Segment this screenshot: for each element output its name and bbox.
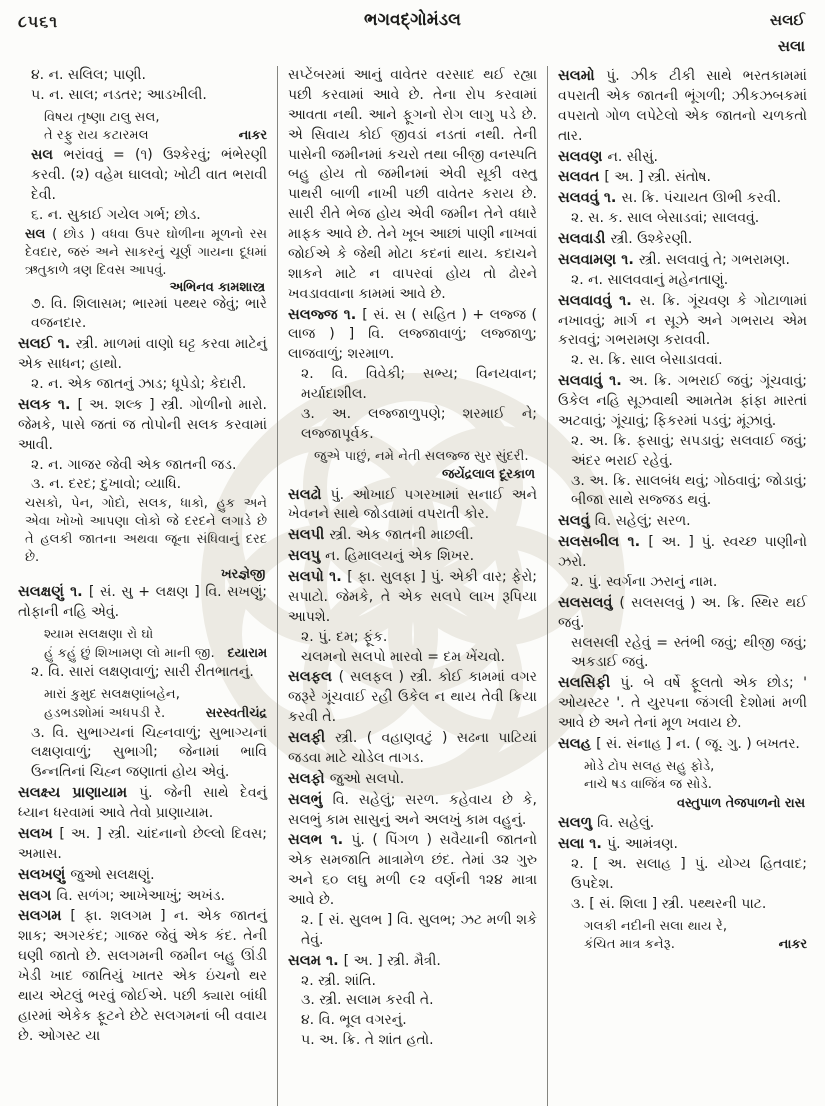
- verse-quote: [558, 758, 807, 814]
- quote-attribution: નાકર: [778, 937, 807, 953]
- verse-line: શ્યામ સલક્ષણા રો ઘો: [44, 626, 154, 642]
- sense-line: ૩. [ સં. શિલા ] સ્ત્રી. પથ્થરની પાટ.: [571, 895, 767, 912]
- headword: સલસલવું: [558, 594, 620, 611]
- headword: સલઈ ૧.: [18, 336, 76, 353]
- verse-line: દયારામ હું કહું છું શિખામણ લો માની જી.: [44, 645, 267, 664]
- dictionary-entry: સલસલવું ( સલસલવું ) અ. ક્રિ. સ્થિર થઈ જવું.: [558, 594, 808, 631]
- headword: સલફી: [288, 730, 336, 747]
- sense-line: ૨. [ અ. સલાહ ] પું. યોગ્ય હિતવાદ; ઉપદેશ.: [571, 856, 807, 892]
- headword: સલવવું ૧.: [558, 190, 622, 207]
- headword: સલઢો: [288, 486, 331, 503]
- sense-line: ૨. સ. ક્રિ. સાલ બેસાડાવવાં.: [571, 352, 723, 369]
- sense-line: ૨. ન. સાલવવાનું મહેનતાણું.: [571, 271, 729, 288]
- page-title: ભગવદ્ગોમંડલ: [364, 10, 461, 30]
- dictionary-entry: સલઢો પું. ઓખાઈ પગરખામાં સનાઈ અને ખેવનને સાથે જોડવામાં વપરાતી કોર.: [288, 486, 537, 523]
- verse-line: મોડે ટોપ સલહ સહુ ફોડે,: [584, 758, 715, 774]
- headword: સલફો: [288, 770, 330, 787]
- dictionary-entry: સલજ્જ ૧. [ સં. સ ( સહિત ) + લજ્જ ( લાજ ) ] વિ. લજ્જાવાળું; લજ્જાળુ; લાજવાળું; શરમાળ.: [288, 306, 537, 363]
- headword: સલવાવું ૧.: [558, 373, 629, 390]
- headword: સલ: [25, 226, 53, 242]
- verse-line: વિષય તૃષ્ણા ટાલુ સલ,: [44, 109, 160, 125]
- sense-line: ૫. અ. ક્રિ. તે શાંત હતો.: [301, 1032, 434, 1049]
- dictionary-entry: સલખણું જુઓ સલક્ષણું.: [18, 866, 155, 883]
- verse-quote: [18, 686, 267, 723]
- column-1: [8, 66, 277, 1106]
- dictionary-entry: સલવાવવું ૧. સ. ક્રિ. ગૂંચવણ કે ગોટાળામાં નખાવવું; માર્ગ ન સૂઝે અને ગભરાય એમ કરાવવું; ગભરામણ કરાવવી.: [558, 292, 807, 349]
- sense-line: ૪. ન. સલિલ; પાણી.: [31, 67, 146, 83]
- dictionary-entry: સલભું વિ. સહેલું; સરળ. કહેવાય છે કે, સલભું કામ સાસુનું અને અલખું કામ વહુનું.: [288, 791, 537, 828]
- quote-attribution: નાકર: [238, 128, 267, 144]
- headword: સલગમ: [18, 908, 71, 925]
- dictionary-entry: સલફલ ( સલફલ ) સ્ત્રી. કોઈ કામમાં વગર જરૂરે ગૂંચવાઈ રહી ઉકેલ ન થાય તેવી ક્રિયા કરવી તે.: [288, 669, 537, 726]
- guide-word-bottom: સલા: [777, 36, 805, 55]
- idiom-line: ચલમનો સલપો મારવો = દમ ખેંચવો.: [301, 648, 505, 665]
- headword: સલવાડી: [558, 231, 611, 247]
- verse-quote: [18, 109, 267, 146]
- dictionary-entry: સલમો પું. ઝીક ટીકી સાથે ભરતકામમાં વપરાતી એક જાતની ભૂંગળી; ઝીકઝબકમાં વપરાતો ગોળ લપેટેલો એક જાતનો ચળકતો તાર.: [558, 68, 807, 144]
- headword: સલક્ષ્ય પ્રાણાયામ: [18, 785, 140, 802]
- verse-quote: [18, 626, 267, 663]
- idiom-line: સલ ભરાંવવું = (૧) ઉશ્કેરવું; ભંભેરણી કરવી. (૨) વહેમ ઘાલવો; ખોટી વાત ભરાવી દેવી.: [31, 147, 267, 203]
- quote-attribution: જયેંદ્રલાલ દૂરકાળ: [441, 467, 535, 483]
- headword: સલક્ષણું ૧.: [18, 584, 89, 601]
- verse-line: નાચે ષડ વાજિંત્ર જ સોડે.: [584, 777, 712, 793]
- sense-line: ૨. અ. ક્રિ. ફસાવું; સપડાવું; સલવાઈ જવું; અંદર ભરાઈ રહેવું.: [571, 432, 807, 469]
- sense-line: ૨. પું. દમ; ફૂંક.: [301, 628, 388, 645]
- sense-line: ૩. અ. લજ્જાળુપણે; શરમાઈ ને; લજ્જાપૂર્વક.: [301, 405, 537, 442]
- sense-line: ૨. પું. સ્વર્ગના ઝરાનું નામ.: [571, 573, 718, 590]
- dictionary-entry: સલવત [ અ. ] સ્ત્રી. સંતોષ.: [558, 169, 711, 186]
- dictionary-entry: સલક્ષ્ય પ્રાણાયામ પું. જેની સાથે દેવનું ધ્યાન ધરવામાં આવે તેવો પ્રાણાયામ.: [18, 785, 267, 822]
- headword: સલપુ: [288, 548, 326, 565]
- dictionary-entry: સલવાવું ૧. અ. ક્રિ. ગભરાઈ જવું; ગૂંચવાવું; ઉકેલ નહિ સૂઝવાથી આમતેમ ફાંફા મારતાં અટવાવું; ગૂંચાવું; ફિકરમાં પડવું; મૂંઝાવું.: [558, 373, 807, 429]
- headword: સલસબીલ ૧.: [558, 534, 649, 551]
- headword: સલવું: [558, 513, 595, 530]
- dictionary-entry: સલગ વિ. સળંગ; આખેઆખું; અખંડ.: [18, 887, 225, 904]
- dictionary-entry: સલા ૧. પું. આમંત્રણ.: [558, 836, 678, 853]
- sense-line: ૨. ન. એક જાતનું ઝાડ; ધૂપેડો; કેદારી.: [31, 376, 247, 393]
- sense-line: ૩. સ્ત્રી. સલામ કરવી તે.: [301, 992, 434, 1009]
- verse-line: સરસ્વતીચંદ્ર હડભડશોમાં અધપડી રે.: [44, 705, 267, 724]
- sense-line: ૫. ન. સાલ; નડતર; આડખીલી.: [31, 86, 207, 103]
- dictionary-entry: સલગમ [ ફા. શલગમ ] ન. એક જાતનું શાક; અગરકંદ; ગાજર જેવું એક કંદ. તેની ઘણી જાતો છે. સલગમની જમીન બહુ ઊંડી ખેડી ખાદ જાતિયું ખાતર એક ઇંચનો થર થાય એટલું ભરવું જોઈએ. પછી ક્યારા બાંધી હારમાં એકેક ફૂટને છેટે સલગમનાં બી વવાય છે. ઓગસ્ટ યા: [18, 908, 267, 1044]
- headword: સલપી: [288, 527, 330, 544]
- dictionary-entry: સલસિફી પું. બે વર્ષે ફૂલતો એક છોડ; ' ઓયસ્ટર '. તે યુરપના જંગલી દેશોમાં મળી આવે છે અને તેનાં મૂળ ખવાય છે.: [558, 675, 807, 731]
- headword: સલજ્જ ૧.: [288, 306, 363, 323]
- headword: સલમ ૧.: [288, 952, 344, 969]
- headword: સલા ૧.: [558, 836, 607, 853]
- column-3: [547, 66, 817, 1106]
- verse-quote: [558, 918, 807, 955]
- verse-line: ગલકી નદીની સલા થાય રે,: [584, 918, 728, 934]
- sense-line: ૭. વિ. શિલાસમ; ભારમાં પથ્થર જેવું; ભારે વજનદાર.: [31, 295, 267, 332]
- quote-attribution: દયારામ: [227, 645, 267, 661]
- dictionary-entry: સલફી સ્ત્રી. ( વહાણવટું ) સઢના પાટિયાં જડવા માટે ચોડેલ તાગડ.: [288, 730, 537, 766]
- headword: સલખ: [18, 825, 60, 842]
- guide-word-top: સલઈ: [769, 11, 805, 29]
- dictionary-entry: સલઈ ૧. સ્ત્રી. માળમાં વાણો ઘટ્ટ કરવા માટેનું એક સાધન; હાથો.: [18, 336, 267, 373]
- dictionary-entry: સલસબીલ ૧. [ અ. ] પું. સ્વચ્છ પાણીનો ઝરો.: [558, 534, 807, 570]
- sense-line: ૬. ન. સુકાઈ ગયેલ ગર્ભ; છોડ.: [31, 206, 201, 223]
- sense-line: ૨. વિ. વિવેકી; સભ્ય; વિનયવાન; મર્યાદાશીલ.: [301, 366, 537, 402]
- sense-line: ૨. ન. ગાજર જેવી એક જાતની જડ.: [31, 456, 237, 473]
- dictionary-entry: સલવણ ન. સીસું.: [558, 148, 658, 165]
- sense-line: ૩. વિ. સુભાગ્યનાં ચિહ્નવાળું; સુભાગ્યનાં લક્ષણવાળું; સુભાગી; જેનામાં ભાવિ ઉન્નતિનાં ચિહ્ન જણાતાં હોય એવું.: [31, 724, 267, 781]
- verse-line: મારાં કુમુદ સલક્ષણાંબહેન,: [44, 687, 180, 703]
- verse-line: નાકર કંચિત માત્ર કનેરૂ.: [584, 936, 807, 955]
- dictionary-entry: સલપુ ન. હિમાલયનું એક શિખર.: [288, 548, 475, 565]
- headword: સલળુ: [558, 815, 598, 832]
- sense-line: ૪. વિ. ભૂલ વગરનું.: [301, 1012, 407, 1029]
- headword: સલમો: [558, 68, 607, 84]
- headword: સલભ ૧.: [288, 832, 352, 849]
- verse-line: નાકર તે રફુ રાય કટારમલ: [44, 127, 267, 146]
- citation-attribution: અભિનવ કામશાસ્ત્ર: [169, 279, 265, 295]
- dictionary-entry: સલહ [ સં. સંનાહ ] ન. ( જૂ. ગુ. ) બખતર.: [558, 735, 800, 752]
- headword: સલસિફી: [558, 675, 621, 692]
- dictionary-entry: સલવામણ ૧. સ્ત્રી. સલવાવું તે; ગભરામણ.: [558, 251, 790, 268]
- column-2: [277, 66, 547, 1106]
- dictionary-entry: સલમ ૧. [ અ. ] સ્ત્રી. મૈત્રી.: [288, 952, 441, 969]
- sense-line: ૩. ન. દરદ; દુખાવો; વ્યાધિ.: [31, 476, 182, 493]
- sense-line: ૨. સ્ત્રી. શાંતિ.: [301, 972, 376, 989]
- sense-line: ૨. વિ. સારાં લક્ષણવાળું; સારી રીતભાતનું.: [31, 664, 254, 681]
- headword: સલવામણ ૧.: [558, 251, 639, 268]
- page-number: ૮૫૬૧: [18, 12, 59, 31]
- verse-quote: [288, 448, 537, 485]
- sense-line: ૨. સ. ક. સાલ બેસાડવાં; સાલવવું.: [571, 210, 760, 227]
- quote-attribution: સરસ્વતીચંદ્ર: [205, 705, 267, 721]
- headword: સલખણું: [18, 866, 71, 883]
- headword: સલહ: [558, 735, 597, 752]
- dictionary-entry: સલપી સ્ત્રી. એક જાતની માછલી.: [288, 527, 474, 544]
- dictionary-entry: સલપો ૧. [ ફા. સુલફા ] પું. એકી વાર; ફેરો; સપાટો. જેમકે, તે એક સલપે લાખ રૂપિયા આપશે.: [288, 569, 537, 625]
- headword: સલભું: [288, 791, 333, 808]
- dictionary-entry: સલક્ષણું ૧. [ સં. સુ + લક્ષણ ] વિ. સખણું; તોફાની નહિ એવું.: [18, 584, 267, 620]
- citation-note: ચસકો, પેન, ગોદો, સલક, ધાકો, હુક અને એવા ખોખો આપણા લોકો જે દરદને લગાડે છે તે હલકી જાતના અથવા જૂના સંધિવાનું દરદ છે.: [25, 496, 267, 566]
- continuation-paragraph: સપ્ટેંબરમાં આનું વાવેતર વરસાદ થઈ રહ્યા પછી કરવામાં આવે છે. તેના રોપ કરવામાં આવતા નથી. આને ફૂગનો રોગ લાગુ પડે છે. એ સિવાય કોઈ જીવડાં નડતાં નથી. તેની પાસેની જમીનમાં કચરો તથા બીજી વનસ્પતિ બહુ હોય તો જમીનમાં એવી સૂકી વસ્તુ પાથરી બાળી નાખી પછી વાવેતર કરાય છે. સારી રીતે ભેજ હોય એવી જમીન તેને વધારે માફક આવે છે. તેને ખૂબ આછાં પાણી નાખવાં જોઈએ કે જેથી મોટા કદનાં થાય. કદાચને શાકને માટે ન વાપરવાં હોય તો ઢોરને ખવડાવવાના કામમાં આવે છે.: [288, 67, 537, 302]
- headword: સલફલ: [288, 669, 339, 686]
- headword: સલગ: [18, 887, 57, 904]
- dictionary-entry: સલવું વિ. સહેલું; સરળ.: [558, 513, 691, 530]
- dictionary-entry: સલખ [ અ. ] સ્ત્રી. ચાંદનાનો છેલ્લો દિવસ; અમાસ.: [18, 825, 267, 862]
- citation-attribution: ખરજ્ઞેજી: [220, 567, 265, 583]
- headword: સલ: [31, 147, 64, 164]
- sense-line: ૩. અ. ક્રિ. સાલબંધ થવું; ગોઠવાવું; જોડાવું; બીજા સાથે સજ્જડ થવું.: [571, 472, 807, 509]
- guide-words: [770, 8, 805, 59]
- dictionary-entry: સલભ ૧. પું. ( પિંગળ ) સવૈયાની જાતનો એક સમજાતિ માત્રામેળ છંદ. તેમાં ૩૨ ગુરુ અને ૬૦ લઘુ મળી ૯૨ વર્ણની ૧૨૪ માત્રા આવે છે.: [288, 832, 537, 909]
- dictionary-entry: સલવાડી સ્ત્રી. ઉશ્કેરણી.: [558, 231, 693, 247]
- sense-line: ૨. [ સં. સુલભ ] વિ. સુલભ; ઝટ મળી શકે તેવું.: [301, 911, 537, 948]
- headword: સલવત: [558, 169, 605, 186]
- page-columns: [0, 64, 825, 1106]
- page-header: [0, 0, 825, 64]
- headword: સલક ૧.: [18, 396, 78, 413]
- headword: સલવણ: [558, 148, 608, 165]
- dictionary-entry: સલક ૧. [ અ. શલ્ક ] સ્ત્રી. ગોળીનો મારો. જેમકે, પાસે જતાં જ તોપોની સલક કરવામાં આવી.: [18, 396, 268, 453]
- headword: સલવાવવું ૧.: [558, 292, 640, 309]
- dictionary-entry: સલવવું ૧. સ. ક્રિ. પંચાયત ઊભી કરવી.: [558, 190, 782, 207]
- verse-line: જુએ પાછું, નમે નેતી સલજ્જ સુર સુંદરી.: [314, 448, 529, 464]
- citation-note: સલ ( છોડ ) વધવા ઉપર ઘોળીના મૂળનો રસ દેવદાર, જરું અને સાકરનું ચૂર્ણ ગાયના દૂધમાં ઋતુકાળે ત્રણ દિવસ આપવું.: [25, 226, 267, 278]
- idiom-line: સલસલી રહેવું = સ્તંભી જવું; થીજી જવું; અકડાઈ જવું.: [571, 634, 807, 671]
- dictionary-entry: સલફો જુઓ સલપો.: [288, 770, 405, 787]
- headword: સલપો ૧.: [288, 569, 348, 586]
- quote-attribution: વસ્તુપાળ તેજપાળનો રાસ: [677, 796, 805, 812]
- dictionary-entry: સલળુ વિ. સહેલું.: [558, 815, 655, 832]
